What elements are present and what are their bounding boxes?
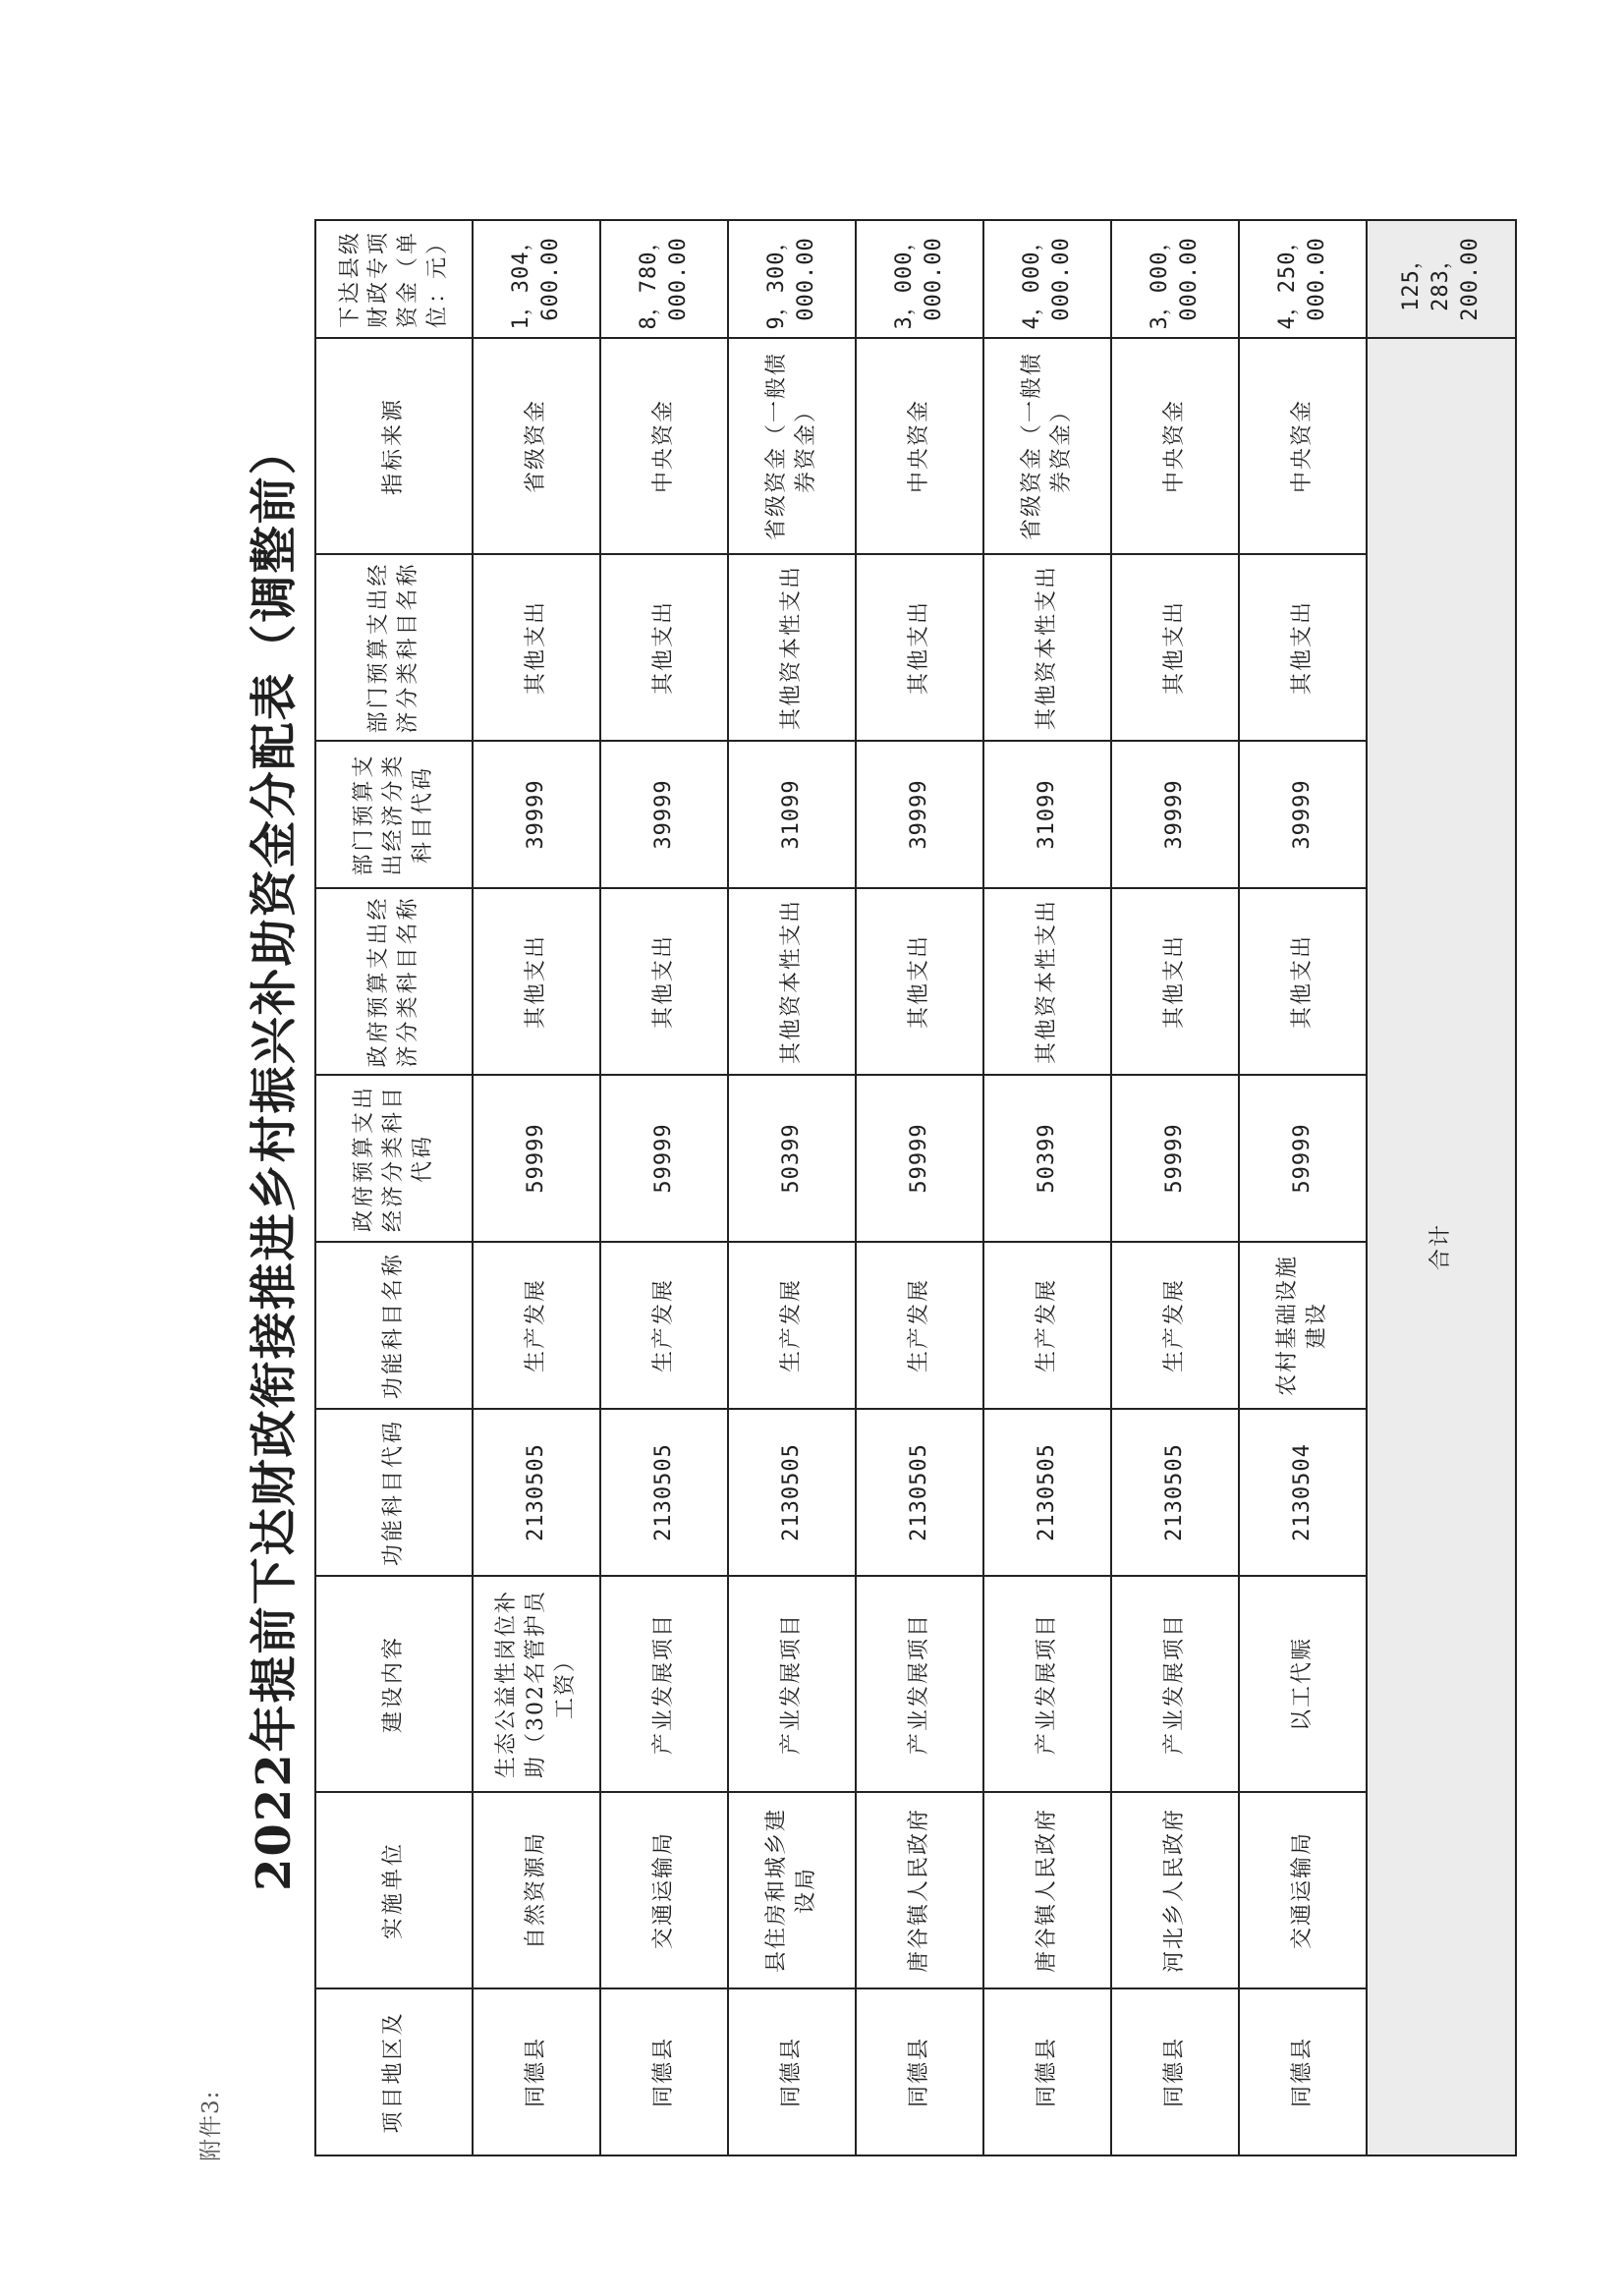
cell-gov-code: 50399 (983, 1075, 1111, 1242)
cell-function-name: 生产发展 (1111, 1242, 1239, 1409)
col-header-gov-name: 政府预算支出经济分类科目名称 (315, 888, 473, 1075)
cell-gov-name: 其他支出 (856, 888, 983, 1075)
cell-content: 以工代赈 (1239, 1576, 1367, 1792)
cell-amount: 3，000，000.00 (856, 220, 983, 338)
cell-region: 同德县 (600, 1988, 728, 2155)
annex-label: 附件3: (198, 2090, 224, 2161)
cell-unit: 唐谷镇人民政府 (856, 1792, 983, 1988)
cell-gov-name: 其他支出 (600, 888, 728, 1075)
cell-dept-code: 39999 (856, 741, 983, 888)
cell-amount: 4，250，000.00 (1239, 220, 1367, 338)
cell-region: 同德县 (983, 1988, 1111, 2155)
table-row (1111, 220, 1239, 2155)
allocation-table-wrapper (314, 221, 1483, 2156)
cell-function-code: 2130504 (1239, 1409, 1367, 1576)
cell-unit: 自然资源局 (473, 1792, 600, 1988)
col-header-amount: 下达县级财政专项资金（单位：元） (315, 220, 473, 338)
cell-dept-name: 其他支出 (473, 554, 600, 741)
cell-gov-code: 50399 (728, 1075, 856, 1242)
cell-gov-code: 59999 (1111, 1075, 1239, 1242)
col-header-unit: 实施单位 (315, 1792, 473, 1988)
cell-region: 同德县 (1111, 1988, 1239, 2155)
cell-dept-code: 39999 (1239, 741, 1367, 888)
cell-unit: 交通运输局 (600, 1792, 728, 1988)
cell-function-name: 生产发展 (983, 1242, 1111, 1409)
cell-unit: 交通运输局 (1239, 1792, 1367, 1988)
table-row (600, 220, 728, 2155)
total-label: 合计 (1367, 338, 1516, 2155)
cell-unit: 唐谷镇人民政府 (983, 1792, 1111, 1988)
total-amount: 125，283，200.00 (1367, 220, 1516, 338)
cell-content: 产业发展项目 (856, 1576, 983, 1792)
page-title: 2022年提前下达财政衔接推进乡村振兴补助资金分配表（调整前） (247, 425, 302, 1891)
cell-gov-name: 其他支出 (473, 888, 600, 1075)
cell-region: 同德县 (728, 1988, 856, 2155)
col-header-gov-code: 政府预算支出经济分类科目代码 (315, 1075, 473, 1242)
cell-function-code: 2130505 (856, 1409, 983, 1576)
cell-dept-code: 39999 (600, 741, 728, 888)
col-header-content: 建设内容 (315, 1576, 473, 1792)
cell-dept-code: 39999 (1111, 741, 1239, 888)
header-row (315, 220, 473, 2155)
cell-gov-code: 59999 (600, 1075, 728, 1242)
cell-function-name: 生产发展 (600, 1242, 728, 1409)
cell-gov-name: 其他资本性支出 (728, 888, 856, 1075)
cell-function-code: 2130505 (1111, 1409, 1239, 1576)
cell-function-code: 2130505 (600, 1409, 728, 1576)
cell-function-name: 生产发展 (728, 1242, 856, 1409)
cell-amount: 3，000，000.00 (1111, 220, 1239, 338)
cell-dept-name: 其他支出 (856, 554, 983, 741)
cell-region: 同德县 (473, 1988, 600, 2155)
col-header-source: 指标来源 (315, 338, 473, 554)
col-header-function-code: 功能科目代码 (315, 1409, 473, 1576)
cell-gov-code: 59999 (1239, 1075, 1367, 1242)
cell-gov-name: 其他资本性支出 (983, 888, 1111, 1075)
cell-function-name: 农村基础设施建设 (1239, 1242, 1367, 1409)
cell-function-code: 2130505 (473, 1409, 600, 1576)
cell-dept-name: 其他支出 (1239, 554, 1367, 741)
table-row (1239, 220, 1367, 2155)
cell-region: 同德县 (856, 1988, 983, 2155)
cell-content: 生态公益性岗位补助（302名管护员工资） (473, 1576, 600, 1792)
cell-amount: 4，000，000.00 (983, 220, 1111, 338)
cell-gov-name: 其他支出 (1111, 888, 1239, 1075)
cell-function-name: 生产发展 (856, 1242, 983, 1409)
cell-content: 产业发展项目 (600, 1576, 728, 1792)
cell-amount: 1，304，600.00 (473, 220, 600, 338)
cell-dept-name: 其他资本性支出 (983, 554, 1111, 741)
cell-dept-code: 31099 (728, 741, 856, 888)
table-row (728, 220, 856, 2155)
cell-dept-code: 39999 (473, 741, 600, 888)
cell-function-code: 2130505 (728, 1409, 856, 1576)
col-header-dept-name: 部门预算支出经济分类科目名称 (315, 554, 473, 741)
cell-source: 中央资金 (1239, 338, 1367, 554)
cell-gov-name: 其他支出 (1239, 888, 1367, 1075)
table-row (473, 220, 600, 2155)
cell-content: 产业发展项目 (1111, 1576, 1239, 1792)
cell-source: 中央资金 (600, 338, 728, 554)
col-header-dept-code: 部门预算支出经济分类科目代码 (315, 741, 473, 888)
col-header-function-name: 功能科目名称 (315, 1242, 473, 1409)
cell-gov-code: 59999 (473, 1075, 600, 1242)
cell-dept-name: 其他支出 (600, 554, 728, 741)
cell-content: 产业发展项目 (983, 1576, 1111, 1792)
cell-unit: 县住房和城乡建设局 (728, 1792, 856, 1988)
cell-source: 中央资金 (856, 338, 983, 554)
cell-gov-code: 59999 (856, 1075, 983, 1242)
cell-dept-name: 其他支出 (1111, 554, 1239, 741)
cell-unit: 河北乡人民政府 (1111, 1792, 1239, 1988)
cell-source: 省级资金（一般债券资金） (983, 338, 1111, 554)
col-header-region: 项目地区及 (315, 1988, 473, 2155)
cell-amount: 9，300，000.00 (728, 220, 856, 338)
table-row (983, 220, 1111, 2155)
cell-content: 产业发展项目 (728, 1576, 856, 1792)
cell-source: 中央资金 (1111, 338, 1239, 554)
allocation-table (314, 219, 1517, 2156)
cell-amount: 8，780，000.00 (600, 220, 728, 338)
cell-source: 省级资金（一般债券资金） (728, 338, 856, 554)
cell-function-name: 生产发展 (473, 1242, 600, 1409)
cell-function-code: 2130505 (983, 1409, 1111, 1576)
table-row (856, 220, 983, 2155)
cell-region: 同德县 (1239, 1988, 1367, 2155)
cell-dept-name: 其他资本性支出 (728, 554, 856, 741)
total-row (1367, 220, 1516, 2155)
cell-source: 省级资金 (473, 338, 600, 554)
cell-dept-code: 31099 (983, 741, 1111, 888)
